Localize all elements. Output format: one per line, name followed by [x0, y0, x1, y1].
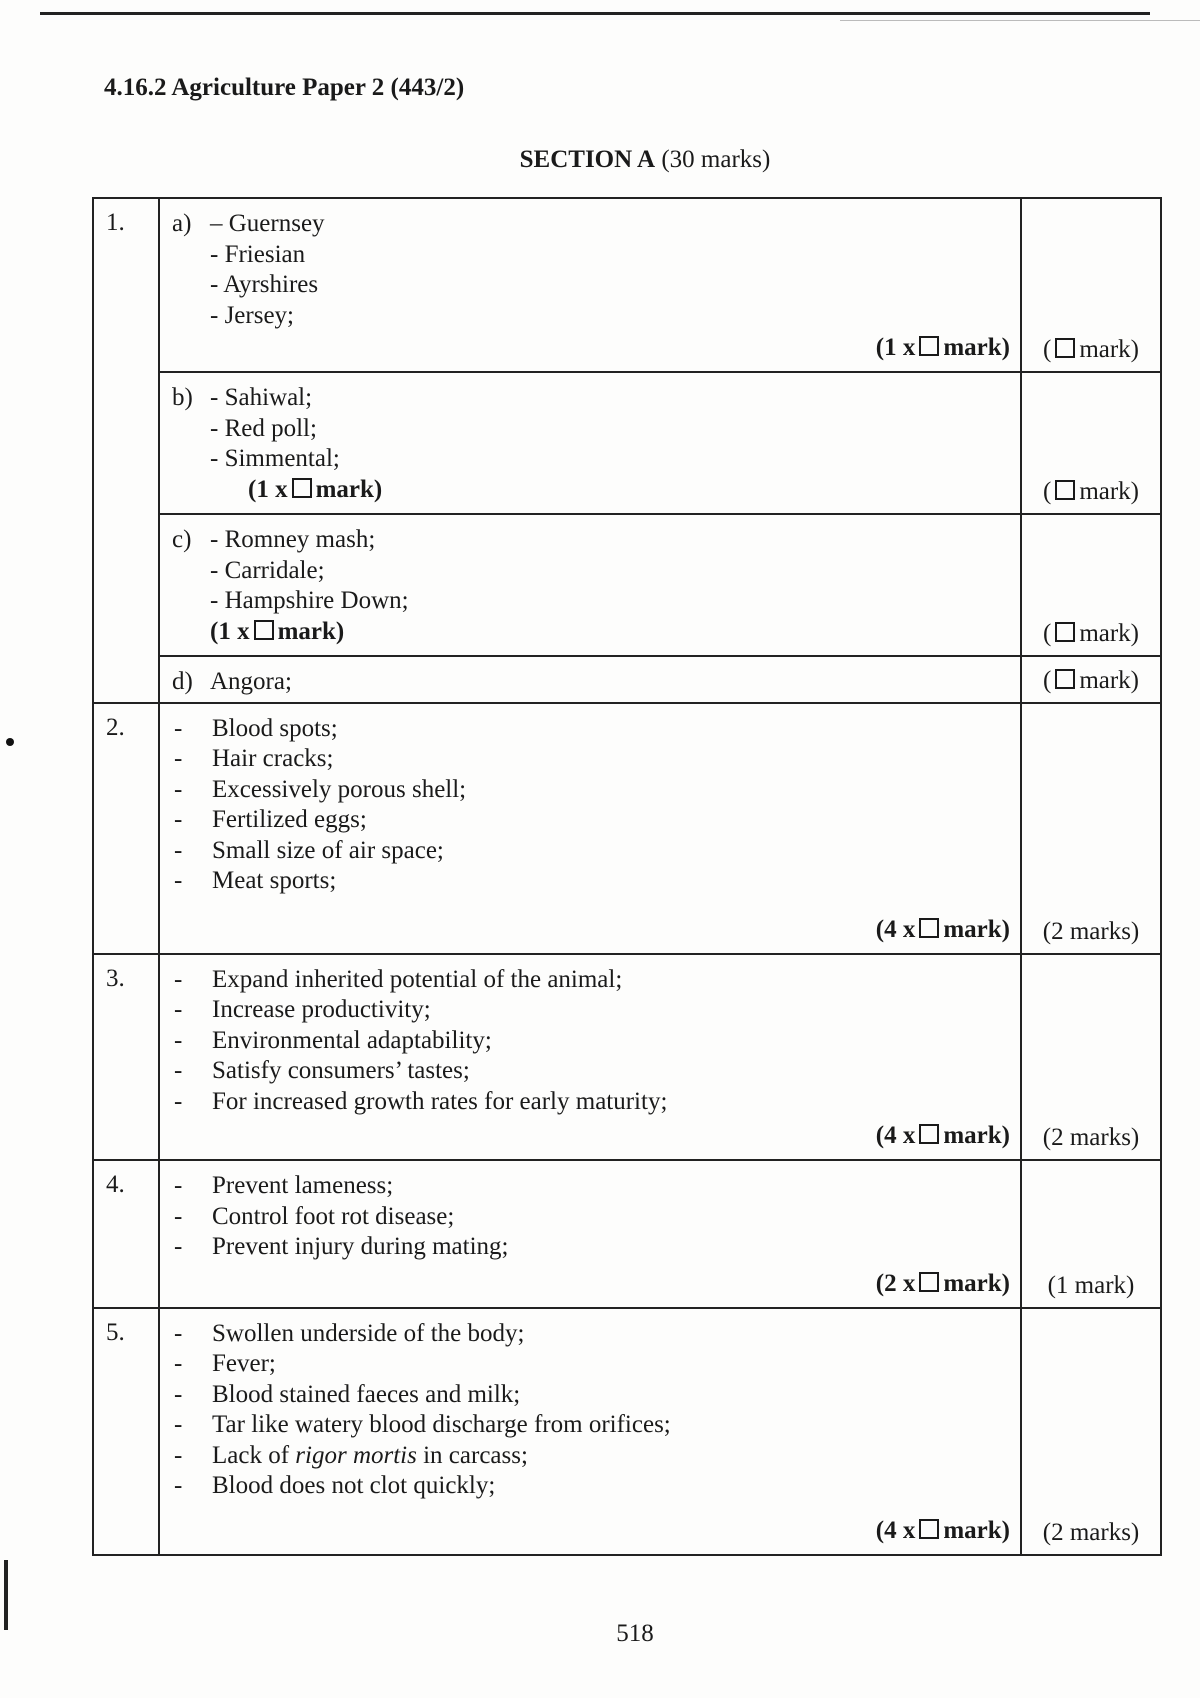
- part-label: d): [172, 668, 193, 695]
- list-item: - Ayrshires: [210, 271, 319, 298]
- answer-cell: - Swollen underside of the body; - Fever; - Blood stained faeces and milk; - Tar like watery blood discharge from orifices; - Lack of rigor mortis in carcass; - Blood does not clot quickly; (4 x mark): [159, 1308, 1021, 1555]
- mark-cell: (1 mark): [1021, 1160, 1161, 1308]
- section-title: [0, 146, 1200, 174]
- list-item: For increased growth rates for early maturity;: [212, 1087, 668, 1115]
- list-item: Satisfy consumers’ tastes;: [212, 1057, 470, 1084]
- list-item: Swollen underside of the body;: [212, 1319, 525, 1347]
- table-row: [93, 703, 1161, 954]
- list-item: - Red poll;: [210, 414, 317, 442]
- question-number: 1.: [93, 198, 159, 703]
- box-symbol: [919, 918, 939, 938]
- list-item: Prevent lameness;: [212, 1172, 394, 1199]
- list-item: – Guernsey: [210, 210, 325, 237]
- list-item: Blood does not clot quickly;: [212, 1472, 496, 1499]
- list-item: Small size of air space;: [212, 836, 444, 864]
- question-number: 5.: [93, 1308, 159, 1555]
- list-item: Hair cracks;: [212, 745, 334, 772]
- list-item: Environmental adaptability;: [212, 1026, 492, 1054]
- list-item: Tar like watery blood discharge from orifices;: [212, 1411, 671, 1438]
- table-row: [93, 1160, 1161, 1308]
- table-row: [93, 514, 1161, 656]
- mark-cell: ( mark): [1021, 372, 1161, 514]
- mark-cell: ( mark): [1021, 514, 1161, 656]
- table-row: [93, 954, 1161, 1161]
- mark-cell: (2 marks): [1021, 703, 1161, 954]
- table-row: [93, 198, 1161, 372]
- table-row: [93, 1308, 1161, 1555]
- list-item: Fertilized eggs;: [212, 806, 367, 833]
- box-symbol: [1055, 669, 1075, 689]
- answer-cell: - Prevent lameness; - Control foot rot disease; - Prevent injury during mating; (2 x mark): [159, 1160, 1021, 1308]
- box-symbol: [1055, 622, 1075, 642]
- answer-cell: - Expand inherited potential of the animal; - Increase productivity; - Environmental adaptability; - Satisfy consumers’ tastes; - For increased growth rates for early maturity; (4 x mark): [159, 954, 1021, 1161]
- list-item: - Friesian: [210, 240, 306, 268]
- list-item: Control foot rot disease;: [212, 1202, 455, 1230]
- mark-breakdown: (1 x mark): [875, 334, 1010, 361]
- list-item: Excessively porous shell;: [212, 775, 467, 803]
- top-rule-thin: [840, 20, 1200, 21]
- mark-breakdown: (1 x mark): [248, 475, 383, 503]
- list-item: Blood stained faeces and milk;: [212, 1380, 521, 1408]
- list-item: Expand inherited potential of the animal;: [212, 965, 623, 993]
- list-item: Meat sports;: [212, 867, 337, 894]
- part-label: c): [172, 526, 192, 553]
- answer-cell: - Blood spots; - Hair cracks; - Excessively porous shell; - Fertilized eggs; - Small size of air space; - Meat sports; (4 x mark): [159, 703, 1021, 954]
- mark-cell: ( mark): [1021, 198, 1161, 372]
- mark-breakdown: (4 x mark): [875, 915, 1010, 943]
- page-number: 518: [616, 1620, 654, 1647]
- list-item: Lack of rigor mortis in carcass;: [212, 1441, 528, 1469]
- top-rule: [40, 12, 1150, 15]
- document-heading: 4.16.2 Agriculture Paper 2 (443/2): [104, 74, 465, 101]
- box-symbol: [919, 1519, 939, 1539]
- list-item: - Jersey;: [210, 301, 294, 329]
- mark-cell: (2 marks): [1021, 954, 1161, 1161]
- list-item: Prevent injury during mating;: [212, 1233, 509, 1260]
- question-number: 3.: [93, 954, 159, 1161]
- table-row: [93, 372, 1161, 514]
- mark-breakdown: (1 x mark): [210, 617, 345, 645]
- mark-breakdown: (4 x mark): [875, 1516, 1010, 1544]
- box-symbol: [254, 620, 274, 640]
- part-label: b): [172, 384, 193, 411]
- list-item: Increase productivity;: [212, 996, 431, 1023]
- mark-breakdown: (2 x mark): [875, 1269, 1010, 1297]
- list-item: - Hampshire Down;: [210, 587, 409, 614]
- box-symbol: [1055, 338, 1075, 358]
- box-symbol: [919, 1272, 939, 1292]
- answer-cell: [159, 656, 1021, 703]
- answer-cell: [159, 372, 1021, 514]
- list-item: - Sahiwal;: [210, 384, 313, 411]
- mark-cell: (2 marks): [1021, 1308, 1161, 1555]
- mark-cell: ( mark): [1021, 656, 1161, 703]
- question-number: 2.: [93, 703, 159, 954]
- question-number: 4.: [93, 1160, 159, 1308]
- mark-breakdown: (4 x mark): [875, 1122, 1010, 1149]
- list-item: - Simmental;: [210, 445, 340, 472]
- part-label: a): [172, 210, 192, 237]
- section-name: SECTION A: [519, 146, 656, 173]
- box-symbol: [292, 478, 312, 498]
- list-item: Angora;: [210, 668, 292, 695]
- table-row: [93, 656, 1161, 703]
- box-symbol: [1055, 480, 1075, 500]
- box-symbol: [919, 336, 939, 356]
- box-symbol: [919, 1124, 939, 1144]
- list-item: Blood spots;: [212, 714, 338, 742]
- list-item: - Carridale;: [210, 556, 325, 584]
- answer-cell: [159, 514, 1021, 656]
- marking-scheme-table: [92, 197, 1162, 1556]
- list-item: Fever;: [212, 1350, 276, 1377]
- answer-cell: [159, 198, 1021, 372]
- list-item: - Romney mash;: [210, 526, 376, 553]
- section-marks: (30 marks): [661, 146, 771, 173]
- margin-dot: [6, 738, 14, 746]
